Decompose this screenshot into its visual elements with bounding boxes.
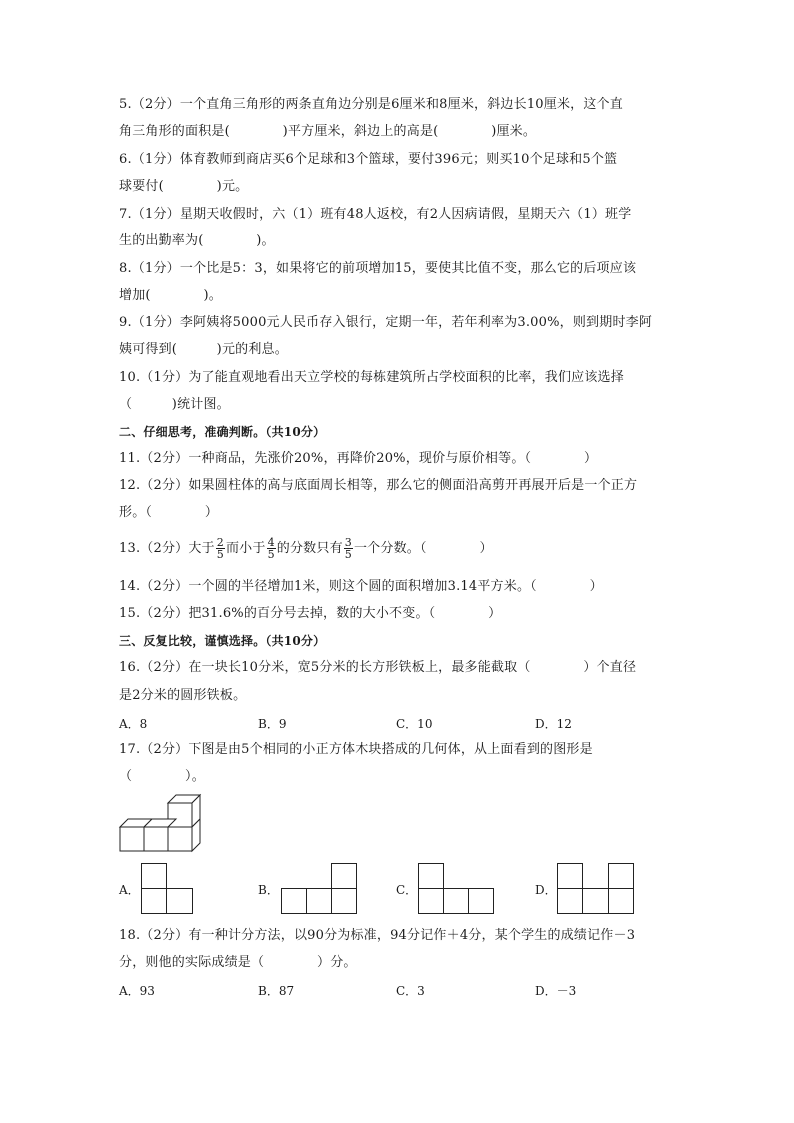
q17-option-c-label[interactable]: C． bbox=[396, 883, 418, 897]
q16-option-b[interactable]: B．9 bbox=[258, 717, 287, 731]
fraction-numerator: 4 bbox=[267, 536, 275, 549]
cube-front-face bbox=[168, 827, 192, 851]
q6-line1: 6.（1分）体育教师到商店买6个足球和3个篮球，要付396元；则买10个足球和5个篮 bbox=[119, 152, 618, 167]
fraction-4-5 bbox=[267, 537, 276, 560]
square-cell bbox=[418, 863, 444, 889]
q16-line2: 是2分米的圆形铁板。 bbox=[119, 688, 247, 703]
q7-line2: 生的出勤率为( )。 bbox=[119, 233, 275, 248]
q17-option-b-label[interactable]: B． bbox=[258, 883, 279, 897]
q18-option-b[interactable]: B．87 bbox=[258, 984, 295, 998]
q16-option-c[interactable]: C．10 bbox=[396, 717, 433, 731]
section-3-heading: 三、反复比较，谨慎选择。（共10分） bbox=[119, 634, 326, 648]
q12-line2: 形。（ ） bbox=[119, 505, 219, 520]
q17-option-a-label[interactable]: A． bbox=[119, 883, 140, 897]
cube-front-face bbox=[144, 827, 168, 851]
q7-line1: 7.（1分）星期天收假时，六（1）班有48人返校，有2人因病请假，星期天六（1）班学 bbox=[119, 207, 632, 222]
q18-option-a[interactable]: A．93 bbox=[119, 984, 155, 998]
square-cell bbox=[443, 888, 469, 914]
fraction-denominator: 5 bbox=[344, 548, 352, 561]
q15-line: 15.（2分）把31.6%的百分号去掉，数的大小不变。（ ） bbox=[119, 606, 502, 621]
fraction-denominator: 5 bbox=[267, 548, 275, 561]
q16-option-a[interactable]: A．8 bbox=[119, 717, 148, 731]
section-2-heading: 二、仔细思考，准确判断。（共10分） bbox=[119, 425, 326, 439]
q13-mid: 而小于 bbox=[225, 541, 266, 556]
square-cell bbox=[608, 863, 634, 889]
q13-line bbox=[119, 536, 493, 562]
cube-solid-figure bbox=[118, 792, 202, 854]
q11-line: 11.（2分）一种商品，先涨价20%，再降价20%，现价与原价相等。（ ） bbox=[119, 451, 598, 466]
square-cell bbox=[306, 888, 332, 914]
square-cell bbox=[418, 888, 444, 914]
q18-option-d[interactable]: D．－3 bbox=[535, 984, 577, 998]
q8-line1: 8.（1分）一个比是5：3，如果将它的前项增加15，要使其比值不变，那么它的后项应该 bbox=[119, 261, 637, 276]
fraction-numerator: 2 bbox=[216, 536, 224, 549]
q13-mid2: 的分数只有 bbox=[276, 541, 343, 556]
q13-suffix: 一个分数。（ ） bbox=[353, 541, 493, 556]
square-cell bbox=[331, 863, 357, 889]
q5-line1: 5.（2分）一个直角三角形的两条直角边分别是6厘米和8厘米，斜边长10厘米，这个直 bbox=[119, 97, 623, 112]
q17-line1: 17.（2分）下图是由5个相同的小正方体木块搭成的几何体，从上面看到的图形是 bbox=[119, 742, 593, 757]
fraction-2-5 bbox=[216, 537, 225, 560]
fraction-3-5 bbox=[344, 537, 353, 560]
q5-line2: 角三角形的面积是( )平方厘米，斜边上的高是( )厘米。 bbox=[119, 124, 537, 139]
q17-line2: （ ）。 bbox=[119, 769, 205, 784]
q9-line1: 9.（1分）李阿姨将5000元人民币存入银行，定期一年，若年利率为3.00%，则到期时李阿 bbox=[119, 315, 653, 330]
q10-line2: （ )统计图。 bbox=[119, 397, 230, 412]
square-cell bbox=[582, 888, 609, 914]
q9-line2: 姨可得到( )元的利息。 bbox=[119, 342, 288, 357]
q18-option-c[interactable]: C．3 bbox=[396, 984, 425, 998]
q12-line1: 12.（2分）如果圆柱体的高与底面周长相等，那么它的侧面沿高剪开再展开后是一个正方 bbox=[119, 478, 638, 493]
q14-line: 14.（2分）一个圆的半径增加1米，则这个圆的面积增加3.14平方米。（ ） bbox=[119, 579, 603, 594]
square-cell bbox=[141, 863, 167, 889]
q10-line1: 10.（1分）为了能直观地看出天立学校的每栋建筑所占学校面积的比率，我们应该选择 bbox=[119, 370, 624, 385]
q18-line1: 18.（2分）有一种计分方法，以90分为标准，94分记作＋4分，某个学生的成绩记作－3 bbox=[119, 928, 636, 943]
cube-front-face bbox=[120, 827, 144, 851]
square-cell bbox=[557, 888, 583, 914]
q18-line2: 分，则他的实际成绩是（ ）分。 bbox=[119, 955, 357, 970]
square-cell bbox=[281, 888, 307, 914]
square-cell bbox=[141, 888, 167, 914]
fraction-denominator: 5 bbox=[216, 548, 224, 561]
q8-line2: 增加( )。 bbox=[119, 288, 222, 303]
q16-line1: 16.（2分）在一块长10分米，宽5分米的长方形铁板上，最多能截取（ ）个直径 bbox=[119, 660, 637, 675]
square-cell bbox=[557, 863, 583, 889]
square-cell bbox=[468, 888, 494, 914]
fraction-numerator: 3 bbox=[344, 536, 352, 549]
square-cell bbox=[166, 888, 193, 914]
q6-line2: 球要付( )元。 bbox=[119, 179, 249, 194]
square-cell bbox=[331, 888, 357, 914]
square-cell bbox=[608, 888, 634, 914]
q13-prefix: 13.（2分）大于 bbox=[119, 541, 215, 556]
q17-option-d-label[interactable]: D． bbox=[535, 883, 557, 897]
q16-option-d[interactable]: D．12 bbox=[535, 717, 572, 731]
